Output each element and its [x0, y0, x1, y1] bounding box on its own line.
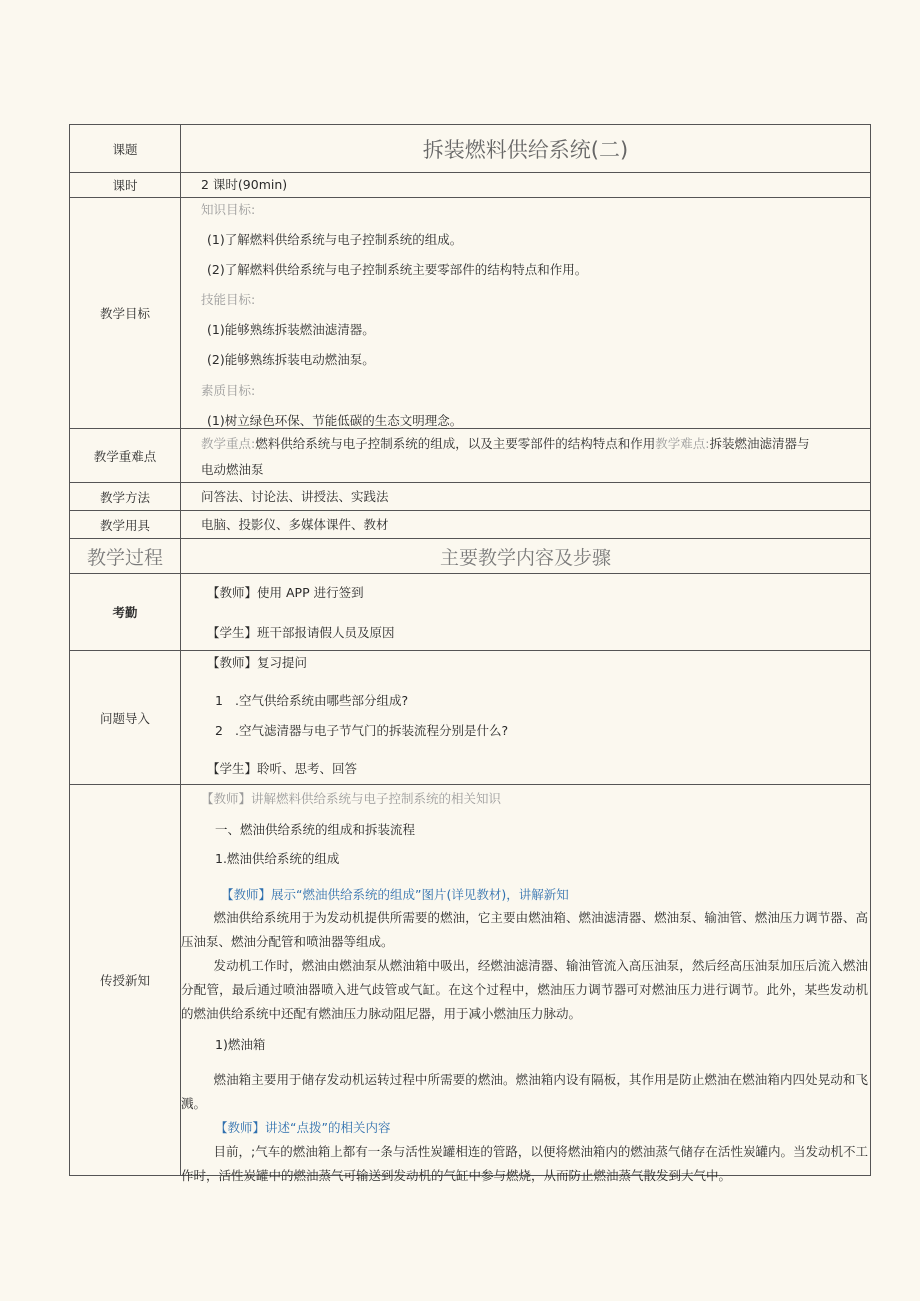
- row-teaching: [70, 785, 870, 1183]
- row-hours: [70, 173, 870, 198]
- teaching-subheading: 1.燃油供给系统的组成: [215, 851, 340, 866]
- difficulty-text: 拆装燃油滤清器与: [709, 436, 810, 451]
- process-header-right: 主要教学内容及步骤: [439, 546, 611, 569]
- objectives-label: 教学目标: [70, 198, 181, 428]
- hours-label: 课时: [70, 173, 181, 197]
- knowledge-title: 知识目标:: [201, 202, 256, 217]
- teaching-paragraph-3: 燃油箱主要用于储存发动机运转过程中所需要的燃油。燃油箱内设有隔板，其作用是防止燃油在燃油箱内四处晃动和飞溅。: [181, 1072, 868, 1111]
- skill-item-1: (1)能够熟练拆装燃油滤清器。: [207, 322, 375, 337]
- teaching-line-4: 【教师】展示“燃油供给系统的组成”图片(详见教材)，讲解新知: [221, 887, 569, 902]
- teaching-line-1: 【教师】讲解燃料供给系统与电子控制系统的相关知识: [201, 791, 502, 806]
- intro-line-4: 【学生】聆听、思考、回答: [207, 761, 358, 776]
- methods-label: 教学方法: [70, 483, 181, 510]
- lesson-plan-table: [69, 124, 871, 1183]
- topic-label: 课题: [70, 125, 181, 172]
- attendance-label: 考勤: [70, 574, 181, 650]
- intro-q1: .空气供给系统由哪些部分组成?: [235, 693, 409, 708]
- key-label: 教学重点:: [201, 436, 256, 451]
- key-points-label: 教学重难点: [70, 429, 181, 482]
- row-key-points: [70, 429, 870, 483]
- attendance-line-1: 【教师】使用 APP 进行签到: [207, 585, 364, 600]
- key-points-line-2: 电动燃油泵: [201, 462, 264, 477]
- intro-q2-number: 2: [215, 723, 223, 738]
- difficulty-label: 教学难点:: [655, 436, 710, 451]
- topic-title: 拆装燃料供给系统(二): [422, 137, 629, 162]
- row-tools: [70, 511, 870, 539]
- teaching-fuel-tank-heading: 1)燃油箱: [215, 1037, 266, 1052]
- hours-value: 2 课时(90min): [201, 177, 288, 192]
- teaching-section-heading: 一、燃油供给系统的组成和拆装流程: [215, 822, 416, 837]
- key-points-line-1: [201, 436, 809, 452]
- teaching-paragraph-4: 目前，;气车的燃油箱上都有一条与活性炭罐相连的管路，以便将燃油箱内的燃油蒸气储存在活性炭罐内。当发动机不工作时，活性炭罐中的燃油蒸气可输送到发动机的气缸中参与燃烧，从而防止燃油蒸气散发到大气中。: [181, 1144, 868, 1183]
- knowledge-item-2: (2)了解燃料供给系统与电子控制系统主要零部件的结构特点和作用。: [207, 262, 588, 277]
- teaching-label: 传授新知: [70, 785, 181, 1175]
- methods-value: 问答法、讨论法、讲授法、实践法: [201, 489, 389, 504]
- intro-line-1: 【教师】复习提问: [207, 655, 308, 670]
- tools-label: 教学用具: [70, 511, 181, 538]
- row-methods: [70, 483, 870, 511]
- quality-title: 素质目标:: [201, 383, 256, 398]
- teaching-paragraph-2: 发动机工作时，燃油由燃油泵从燃油箱中吸出，经燃油滤清器、输油管流入高压油泵，然后经高压油泵加压后流入燃油分配管，最后通过喷油器喷入进气歧管或气缸。在这个过程中，燃油压力调节器可对燃油压力进行调节。此外，某些发动机的燃油供给系统中还配有燃油压力脉动阻尼器，用于减小燃油压力脉动。: [181, 958, 868, 1021]
- intro-q1-number: 1: [215, 693, 223, 708]
- key-text: 燃料供给系统与电子控制系统的组成，以及主要零部件的结构特点和作用: [255, 436, 656, 451]
- row-attendance: [70, 574, 870, 651]
- row-process-header: [70, 539, 870, 574]
- row-intro: [70, 651, 870, 785]
- teaching-line-6: 【教师】讲述“点拨”的相关内容: [215, 1120, 391, 1135]
- attendance-line-2: 【学生】班干部报请假人员及原因: [207, 625, 395, 640]
- skill-title: 技能目标:: [201, 292, 256, 307]
- intro-q2: .空气滤清器与电子节气门的拆装流程分别是什么?: [235, 723, 509, 738]
- row-topic: [70, 125, 870, 173]
- tools-value: 电脑、投影仪、多媒体课件、教材: [201, 517, 389, 532]
- process-header-left: 教学过程: [70, 539, 181, 573]
- teaching-paragraph-1: 燃油供给系统用于为发动机提供所需要的燃油，它主要由燃油箱、燃油滤清器、燃油泵、输油管、燃油压力调节器、高压油泵、燃油分配管和喷油器等组成。: [181, 910, 868, 949]
- quality-item-1: (1)树立绿色环保、节能低碳的生态文明理念。: [207, 413, 463, 428]
- knowledge-item-1: (1)了解燃料供给系统与电子控制系统的组成。: [207, 232, 463, 247]
- row-objectives: [70, 198, 870, 429]
- skill-item-2: (2)能够熟练拆装电动燃油泵。: [207, 352, 375, 367]
- intro-label: 问题导入: [70, 651, 181, 784]
